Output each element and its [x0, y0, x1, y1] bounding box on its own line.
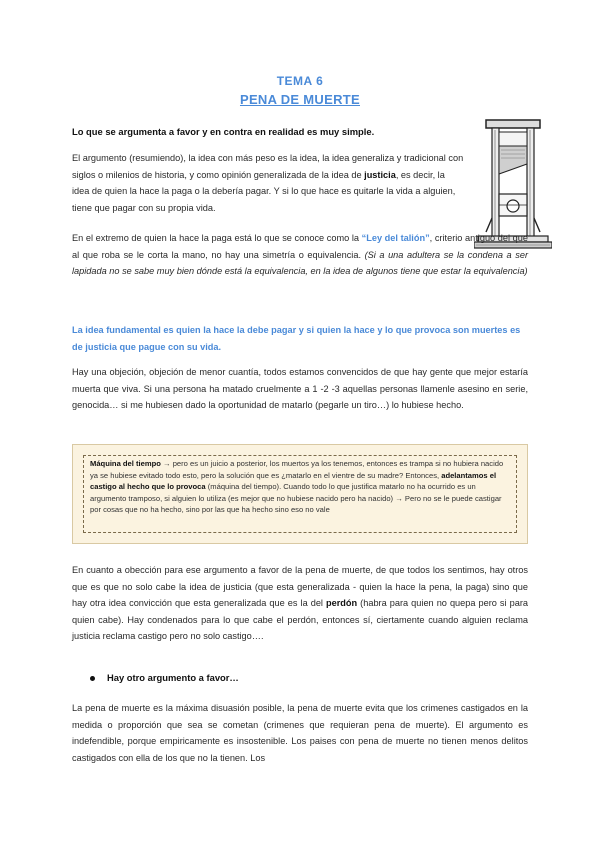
title-block	[0, 74, 600, 107]
paragraph-perdon	[72, 562, 528, 645]
note-box	[72, 444, 528, 544]
p5-text-a: En cuanto a obección para ese argumento a favor de la pena de muerte, de que todos los sentimos, hay otros que es que no solo cabe la idea de justicia (que esta generalizada - quien la hace la pena, la paga) sino que hay otra idea convicción que esta generalizada que es la del	[72, 565, 528, 609]
note-heading: Máquina del tiempo	[90, 459, 161, 468]
bullet-text: Hay otro argumento a favor…	[107, 672, 239, 683]
paragraph-objecion: Hay una objeción, objeción de menor cuantía, todos estamos convencidos de que hay gente que mejor estaría muerta que viva. Si una persona ha matado cruelmente a 1 -2 -3 aquellas personas llamenle asesino en serie, genocida… si me hubiesen dado la oportunidad de matarlo (pegarle un tiro…) lo hubiese hecho.	[72, 367, 528, 411]
bullet-dot-icon	[90, 676, 95, 681]
p1-keyword-justicia: justicia	[364, 169, 396, 180]
note-text-d: (máquina del tiempo). Cuando todo lo que justifica matarlo no ha ocurrido es un argumento tramposo, si alguien lo utiliza (es mejor que no hubiese nacido pero ha nacido) → Pero no se le puede castigar por cosas que no ha hecho, sino por las que ha hecho sino eso no vale	[90, 482, 502, 515]
paragraph-justicia	[72, 150, 464, 216]
p2-text-a: En el extremo de quien la hace la paga está lo que se conoce como la	[72, 233, 362, 243]
p2-text-c: , criterio antiguo del que al que roba se le corta la mano, no hay una simetría o equivalencia.	[72, 233, 528, 260]
note-text-b: → pero es un juicio a posterior, los muertos ya los tenemos, entonces es trampa si no hubiera nacido ya se hubiese evitado todo esto, pero la solución que es ¿matarlo en el vientre de su madre? Entonces,	[90, 459, 504, 480]
p2-keyword-talion: “Ley del talión”	[361, 233, 430, 243]
p5-keyword-perdon: perdón	[326, 598, 358, 609]
bullet-item	[90, 672, 239, 683]
paragraph-idea-fundamental: La idea fundamental es quien la hace la debe pagar y si quien la hace y lo que provoca son muertes es de justicia que pague con su vida.	[72, 325, 521, 352]
p5-text-c: (habra para quien no quepa pero si para quien cabe). Hay condenados para lo que cabe el perdón, entonces sí, ciertamente cuando alguien reclama justicia reclama castigo pero no solo castigo….	[72, 598, 528, 642]
lead-sentence: Lo que se argumenta a favor y en contra en realidad es muy simple.	[72, 126, 375, 137]
topic-number: TEMA 6	[276, 74, 324, 88]
page-title: PENA DE MUERTE	[239, 92, 360, 107]
p1-text-c: , es decir, la idea de quien la hace la paga o la debería pagar. Y si lo que hace es quitarle la vida a alguien, tiene que pagar con su propia vida.	[72, 169, 456, 213]
p2-italic-note: (Si a una adultera se la condena a ser lapidada no se sabe muy bien dónde está la equivalencia, en la idea de algunos tiene que estar la equivalencia)	[72, 249, 528, 277]
note-box-content	[83, 455, 517, 533]
p1-text-a: El argumento (resumiendo), la idea con más peso es la idea, la idea generaliza y tradicional con siglos o milenios de historia, y como opinión generalizada de la idea de	[72, 153, 464, 180]
note-emphasis: adelantamos el castigo al hecho que lo provoca	[90, 470, 497, 492]
paragraph-ley-talion	[72, 230, 528, 280]
paragraph-disuasion: La pena de muerte es la máxima disuasión posible, la pena de muerte evita que los crimenes castigados en la medida o proporción que sea se cometan (crimenes que requieran pena de muerte). El argumento es indefendible, porque empiricamente es insostenible. Los paises con pena de muerte no tienen menos delitos castigados con ella de los que no la tienen. Los	[72, 703, 528, 763]
